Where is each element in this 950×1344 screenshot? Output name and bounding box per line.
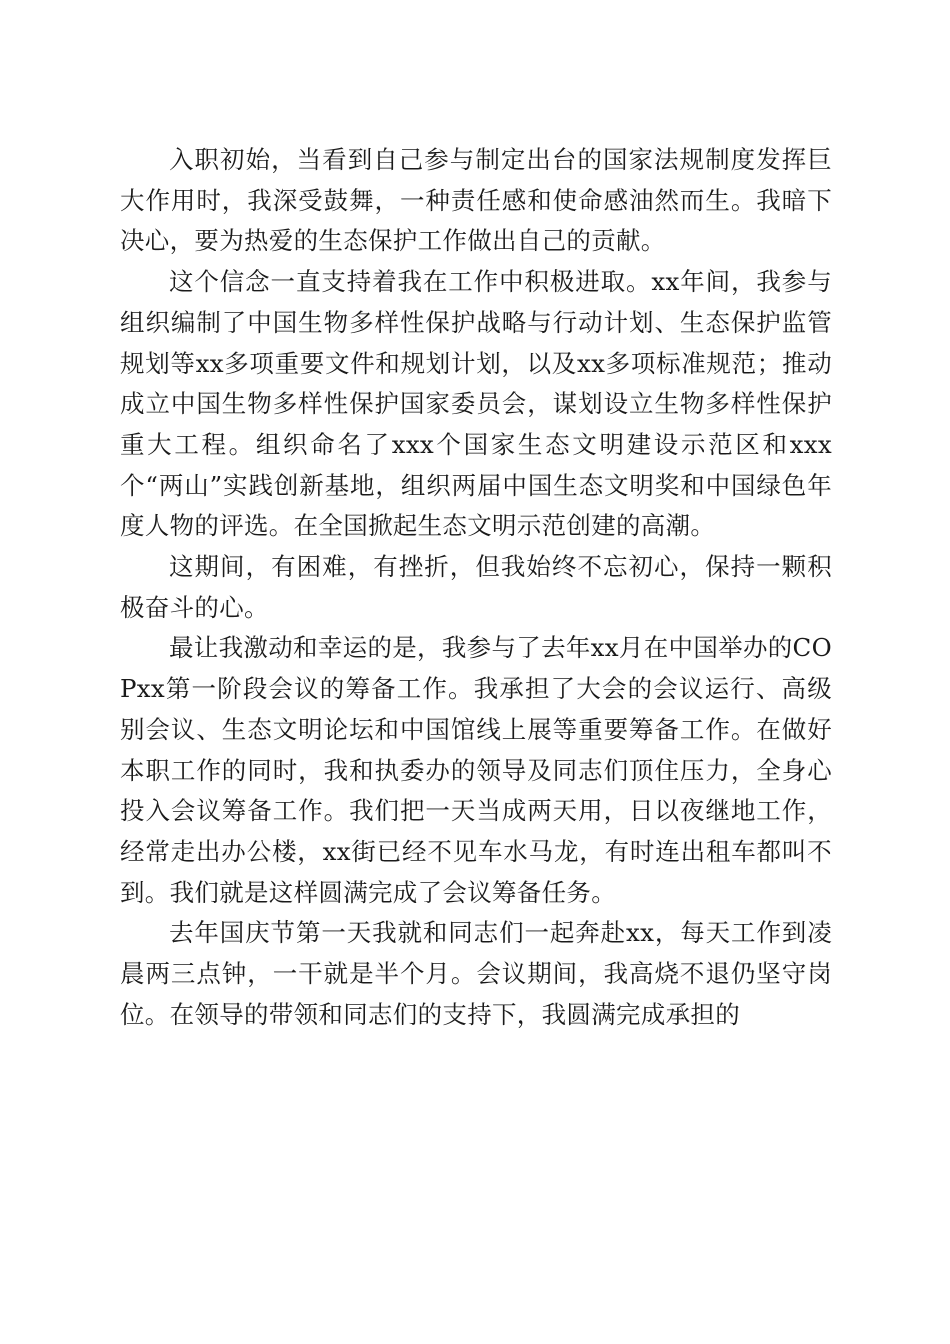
paragraph-4: 最让我激动和幸运的是，我参与了去年xx月在中国举办的COPxx第一阶段会议的筹备工作。我承担了大会的会议运行、高级别会议、生态文明论坛和中国馆线上展等重要筹备工作。在做好本职工作的同时，我和执委办的领导及同志们顶住压力，全身心投入会议筹备工作。我们把一天当成两天用，日以夜继地工作，经常走出办公楼，xx街已经不见车水马龙，有时连出租车都叫不到。我们就是这样圆满完成了会议筹备任务。 [120,633,832,907]
document-body [120,140,832,1035]
paragraph-2: 这个信念一直支持着我在工作中积极进取。xx年间，我参与组织编制了中国生物多样性保护战略与行动计划、生态保护监管规划等xx多项重要文件和规划计划，以及xx多项标准规范；推动成立中国生物多样性保护国家委员会，谋划设立生物多样性保护重大工程。组织命名了xxx个国家生态文明建设示范区和xxx个“两山”实践创新基地，组织两届中国生态文明奖和中国绿色年度人物的评选。在全国掀起生态文明示范创建的高潮。 [120,267,832,541]
paragraph-1: 入职初始，当看到自己参与制定出台的国家法规制度发挥巨大作用时，我深受鼓舞，一种责任感和使命感油然而生。我暗下决心，要为热爱的生态保护工作做出自己的贡献。 [120,145,832,256]
paragraph-3: 这期间，有困难，有挫折，但我始终不忘初心，保持一颗积极奋斗的心。 [120,552,832,622]
paragraph-5: 去年国庆节第一天我就和同志们一起奔赴xx，每天工作到凌晨两三点钟，一干就是半个月。会议期间，我高烧不退仍坚守岗位。在领导的带领和同志们的支持下，我圆满完成承担的 [120,918,832,1029]
